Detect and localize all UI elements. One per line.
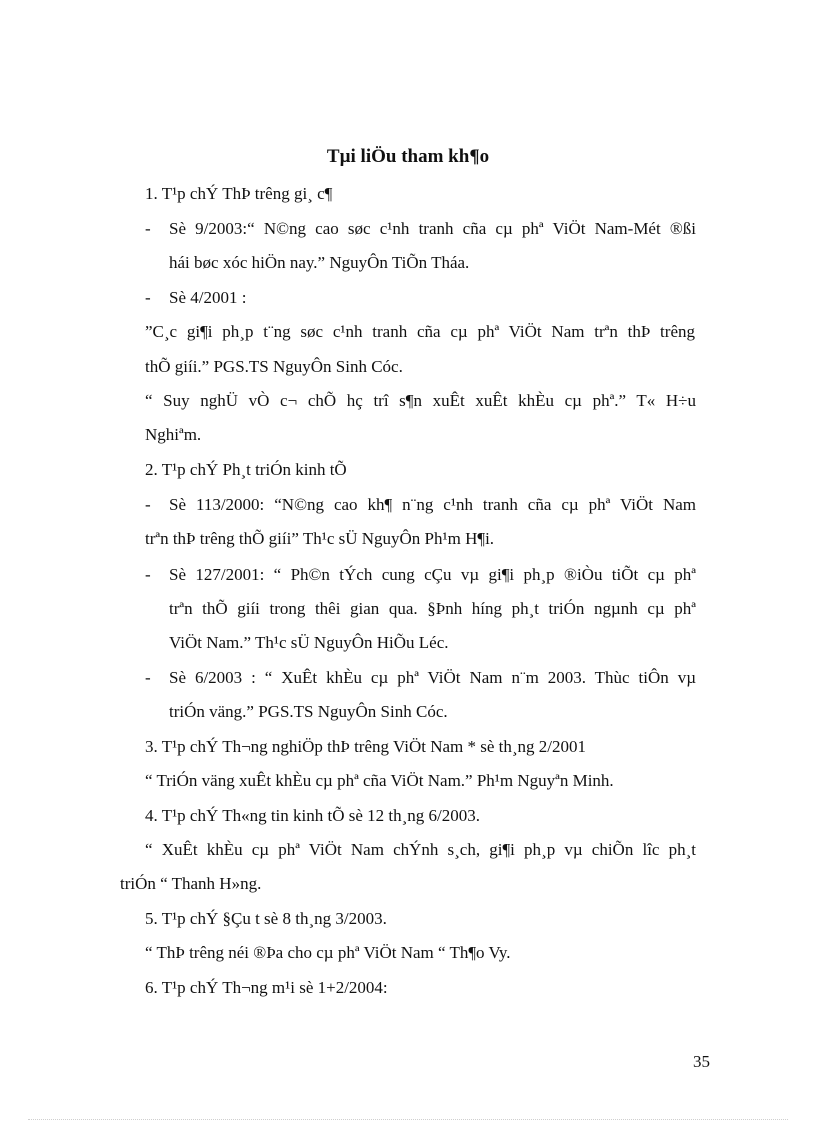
page-bottom-divider — [28, 1119, 788, 1120]
text-line: 6. T¹p chÝ Th¬ng m¹i sè 1+2/2004: — [145, 978, 388, 997]
bullet-dash: - — [145, 565, 151, 584]
text-line: “ XuÊt khÈu cµ phª ViÖt Nam chÝnh s¸ch, gi¶i ph¸p vµ chiÕn lîc ph¸t — [145, 840, 696, 859]
text-line: ”C¸c gi¶i ph¸p t¨ng søc c¹nh tranh cña cµ phª ViÖt Nam trªn thÞ trêng — [145, 322, 695, 341]
text-line: “ Suy nghÜ vÒ c¬ chÕ hç trî s¶n xuÊt xuÊt khÈu cµ phª.” T« H÷u — [145, 391, 696, 410]
bullet-dash: - — [145, 495, 151, 514]
text-line: “ TriÓn väng xuÊt khÈu cµ phª cña ViÖt Nam.” Ph¹m Nguyªn Minh. — [145, 771, 614, 790]
text-line: 3. T¹p chÝ Th¬ng nghiÖp thÞ trêng ViÖt Nam * sè th¸ng 2/2001 — [145, 737, 587, 756]
text-line: 4. T¹p chÝ Th«ng tin kinh tÕ sè 12 th¸ng 6/2003. — [145, 806, 481, 825]
page-title: Tµi liÖu tham kh¶o — [326, 146, 490, 167]
text-line: thÕ giíi.” PGS.TS NguyÔn Sinh Cóc. — [145, 357, 403, 376]
bullet-dash: - — [145, 219, 151, 238]
text-line: trªn thÞ trêng thÕ giíi” Th¹c sÜ NguyÔn Ph¹m H¶i. — [145, 529, 495, 548]
text-line: Nghiªm. — [145, 425, 202, 444]
bullet-dash: - — [145, 668, 151, 687]
text-line: Sè 113/2000: “N©ng cao kh¶ n¨ng c¹nh tranh cña cµ phª ViÖt Nam — [169, 495, 696, 514]
text-line: hái bøc xóc hiÖn nay.” NguyÔn TiÕn Tháa. — [169, 253, 470, 272]
text-line: “ ThÞ trêng néi ®Þa cho cµ phª ViÖt Nam “ Th¶o Vy. — [145, 943, 511, 962]
text-line: triÓn “ Thanh H»ng. — [120, 874, 262, 893]
text-line: Sè 6/2003 : “ XuÊt khÈu cµ phª ViÖt Nam n¨m 2003. Thùc tiÔn vµ — [169, 668, 696, 687]
text-line: trªn thÕ giíi trong thêi gian qua. §Þnh híng ph¸t triÓn ngµnh cµ phª — [169, 599, 696, 618]
text-line: 2. T¹p chÝ Ph¸t triÓn kinh tÕ — [145, 460, 347, 479]
text-line: ViÖt Nam.” Th¹c sÜ NguyÔn HiÕu Léc. — [169, 633, 449, 652]
text-line: 1. T¹p chÝ ThÞ trêng gi¸ c¶ — [145, 184, 333, 203]
text-line: Sè 127/2001: “ Ph©n tÝch cung cÇu vµ gi¶i ph¸p ®iÒu tiÕt cµ phª — [169, 565, 696, 584]
text-line: Sè 4/2001 : — [169, 288, 247, 307]
text-line: Sè 9/2003:“ N©ng cao søc c¹nh tranh cña cµ phª ViÖt Nam-Mét ®ßi — [169, 219, 696, 238]
page-number: 35 — [693, 1052, 710, 1071]
text-line: triÓn väng.” PGS.TS NguyÔn Sinh Cóc. — [169, 702, 448, 721]
bullet-dash: - — [145, 288, 151, 307]
text-line: 5. T¹p chÝ §Çu t sè 8 th¸ng 3/2003. — [145, 909, 387, 928]
